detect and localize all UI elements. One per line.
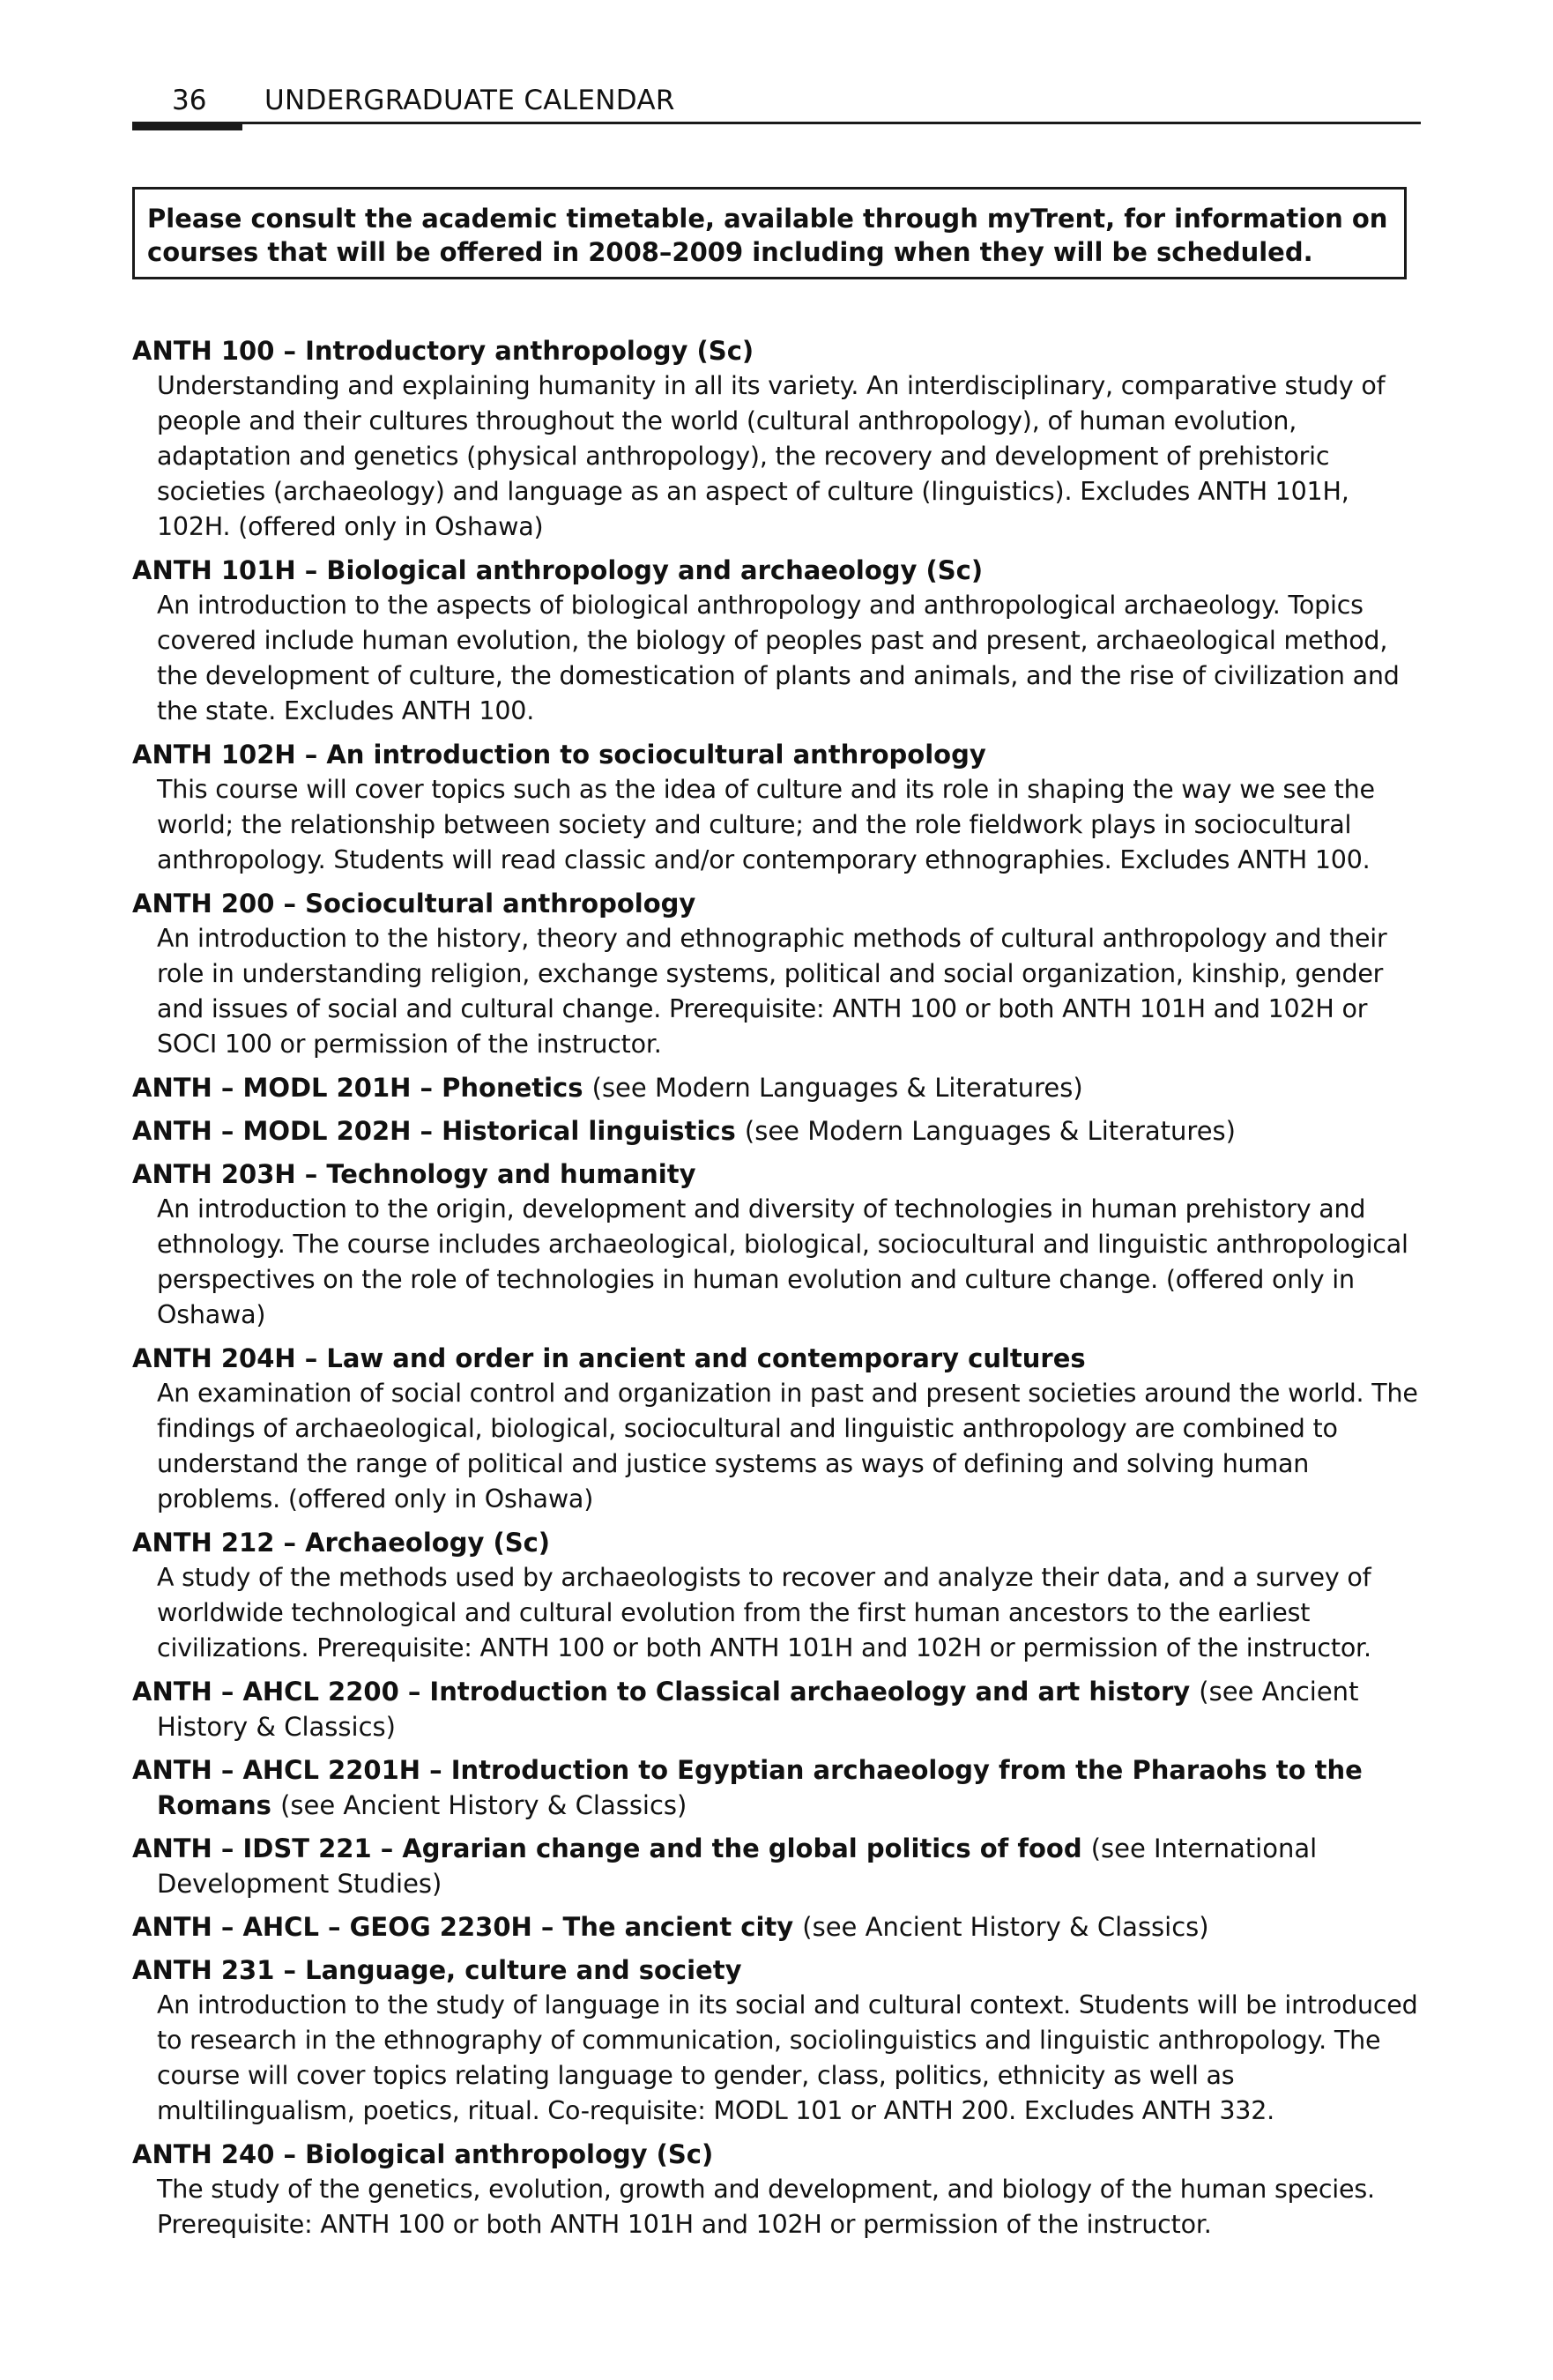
course-title: ANTH 200 – Sociocultural anthropology [132, 889, 696, 919]
course-entry [132, 1113, 1419, 1149]
course-description: Understanding and explaining humanity in all its variety. An interdisciplinary, comparative study of people and their cultures throughout the world (cultural anthropology), of human evolution, adaptation and genetics (physical anthropology), the recovery and development of prehistoric societies (archaeology) and language as an aspect of culture (linguistics). Excludes ANTH 101H, 102H. (offered only in Oshawa) [157, 371, 1386, 541]
course-title: ANTH – IDST 221 – Agrarian change and the global politics of food [132, 1833, 1082, 1863]
course-title-line [132, 1909, 1419, 1945]
course-description: An introduction to the origin, development and diversity of technologies in human prehistory and ethnology. The course includes archaeological, biological, sociocultural and linguistic anthropological perspectives on the role of technologies in human evolution and culture change. (offered only in Oshawa) [157, 1194, 1408, 1329]
cross-reference-note: (see International Development Studies) [157, 1833, 1318, 1899]
header-tab-marker [132, 122, 242, 130]
course-title: ANTH – AHCL 2201H – Introduction to Egyptian archaeology from the Pharaohs to the Romans [132, 1755, 1363, 1820]
course-entry [132, 2137, 1419, 2242]
course-title: ANTH 231 – Language, culture and society [132, 1955, 742, 1985]
course-description: This course will cover topics such as the idea of culture and its role in shaping the way we see the world; the relationship between society and culture; and the role fieldwork plays in sociocultural anthropology. Students will read classic and/or contemporary ethnographies. Excludes ANTH 100. [157, 775, 1375, 874]
notice-text: Please consult the academic timetable, available through myTrent, for information on courses that will be offered in 2008–2009 including when they will be scheduled. [147, 204, 1388, 267]
course-description: An introduction to the study of language in its social and cultural context. Students will be introduced to research in the ethnography of communication, sociolinguistics and linguistic anthropology. The course will cover topics relating language to gender, class, politics, ethnicity as well as multilingualism, poetics, ritual. Co-requisite: MODL 101 or ANTH 200. Excludes ANTH 332. [157, 1990, 1418, 2125]
course-description: An introduction to the aspects of biological anthropology and anthropological archaeology. Topics covered include human evolution, the biology of peoples past and present, archaeological method, the development of culture, the domestication of plants and animals, and the rise of civilization and the state. Excludes ANTH 100. [157, 591, 1400, 725]
page-number: 36 [172, 85, 207, 116]
course-list [132, 333, 1419, 2250]
course-title: ANTH 240 – Biological anthropology (Sc) [132, 2139, 714, 2169]
course-title: ANTH 204H – Law and order in ancient and contemporary cultures [132, 1343, 1086, 1373]
course-description: A study of the methods used by archaeologists to recover and analyze their data, and a survey of worldwide technological and cultural evolution from the first human ancestors to the earliest civilizations. Prerequisite: ANTH 100 or both ANTH 101H and 102H or permission of the instructor. [157, 1563, 1371, 1662]
course-title: ANTH 102H – An introduction to sociocultural anthropology [132, 740, 986, 770]
course-title: ANTH 212 – Archaeology (Sc) [132, 1528, 551, 1558]
cross-reference-note: (see Modern Languages & Literatures) [744, 1116, 1236, 1146]
course-entry [132, 1752, 1419, 1823]
course-entry [132, 1952, 1419, 2129]
timetable-notice [132, 187, 1407, 279]
course-entry [132, 333, 1419, 545]
course-entry [132, 1831, 1419, 1901]
page-header [132, 81, 1421, 125]
course-description: The study of the genetics, evolution, growth and development, and biology of the human species. Prerequisite: ANTH 100 or both ANTH 101H and 102H or permission of the instructor. [157, 2175, 1375, 2239]
header-rule [242, 122, 1421, 124]
course-entry [132, 1525, 1419, 1666]
course-title-line [132, 1831, 1419, 1901]
course-entry [132, 886, 1419, 1062]
course-entry [132, 1070, 1419, 1105]
course-description: An examination of social control and organization in past and present societies around the world. The findings of archaeological, biological, sociocultural and linguistic anthropology are combined to understand the range of political and justice systems as ways of defining and solving human problems. (offered only in Oshawa) [157, 1379, 1418, 1514]
course-title-line [132, 1674, 1419, 1744]
header-title: UNDERGRADUATE CALENDAR [264, 85, 675, 116]
course-title: ANTH – MODL 202H – Historical linguistics [132, 1116, 736, 1146]
course-entry [132, 1157, 1419, 1333]
cross-reference-note: (see Ancient History & Classics) [280, 1790, 687, 1820]
course-title-line [132, 1113, 1419, 1149]
course-entry [132, 1674, 1419, 1744]
cross-reference-note: (see Ancient History & Classics) [802, 1912, 1209, 1942]
course-title: ANTH – MODL 201H – Phonetics [132, 1073, 583, 1103]
course-title: ANTH 100 – Introductory anthropology (Sc) [132, 336, 754, 366]
course-title-line [132, 1752, 1419, 1823]
course-entry [132, 1909, 1419, 1945]
course-entry [132, 553, 1419, 729]
course-title: ANTH 101H – Biological anthropology and archaeology (Sc) [132, 555, 984, 585]
course-title: ANTH – AHCL – GEOG 2230H – The ancient city [132, 1912, 794, 1942]
course-entry [132, 737, 1419, 878]
cross-reference-note: (see Ancient History & Classics) [157, 1677, 1359, 1742]
course-entry [132, 1341, 1419, 1517]
course-title-line [132, 1070, 1419, 1105]
cross-reference-note: (see Modern Languages & Literatures) [591, 1073, 1083, 1103]
course-title: ANTH – AHCL 2200 – Introduction to Classical archaeology and art history [132, 1677, 1191, 1707]
course-description: An introduction to the history, theory and ethnographic methods of cultural anthropology and their role in understanding religion, exchange systems, political and social organization, kinship, gender and issues of social and cultural change. Prerequisite: ANTH 100 or both ANTH 101H and 102H or SOCI 100 or permission of the instructor. [157, 924, 1387, 1059]
course-title: ANTH 203H – Technology and humanity [132, 1159, 696, 1189]
